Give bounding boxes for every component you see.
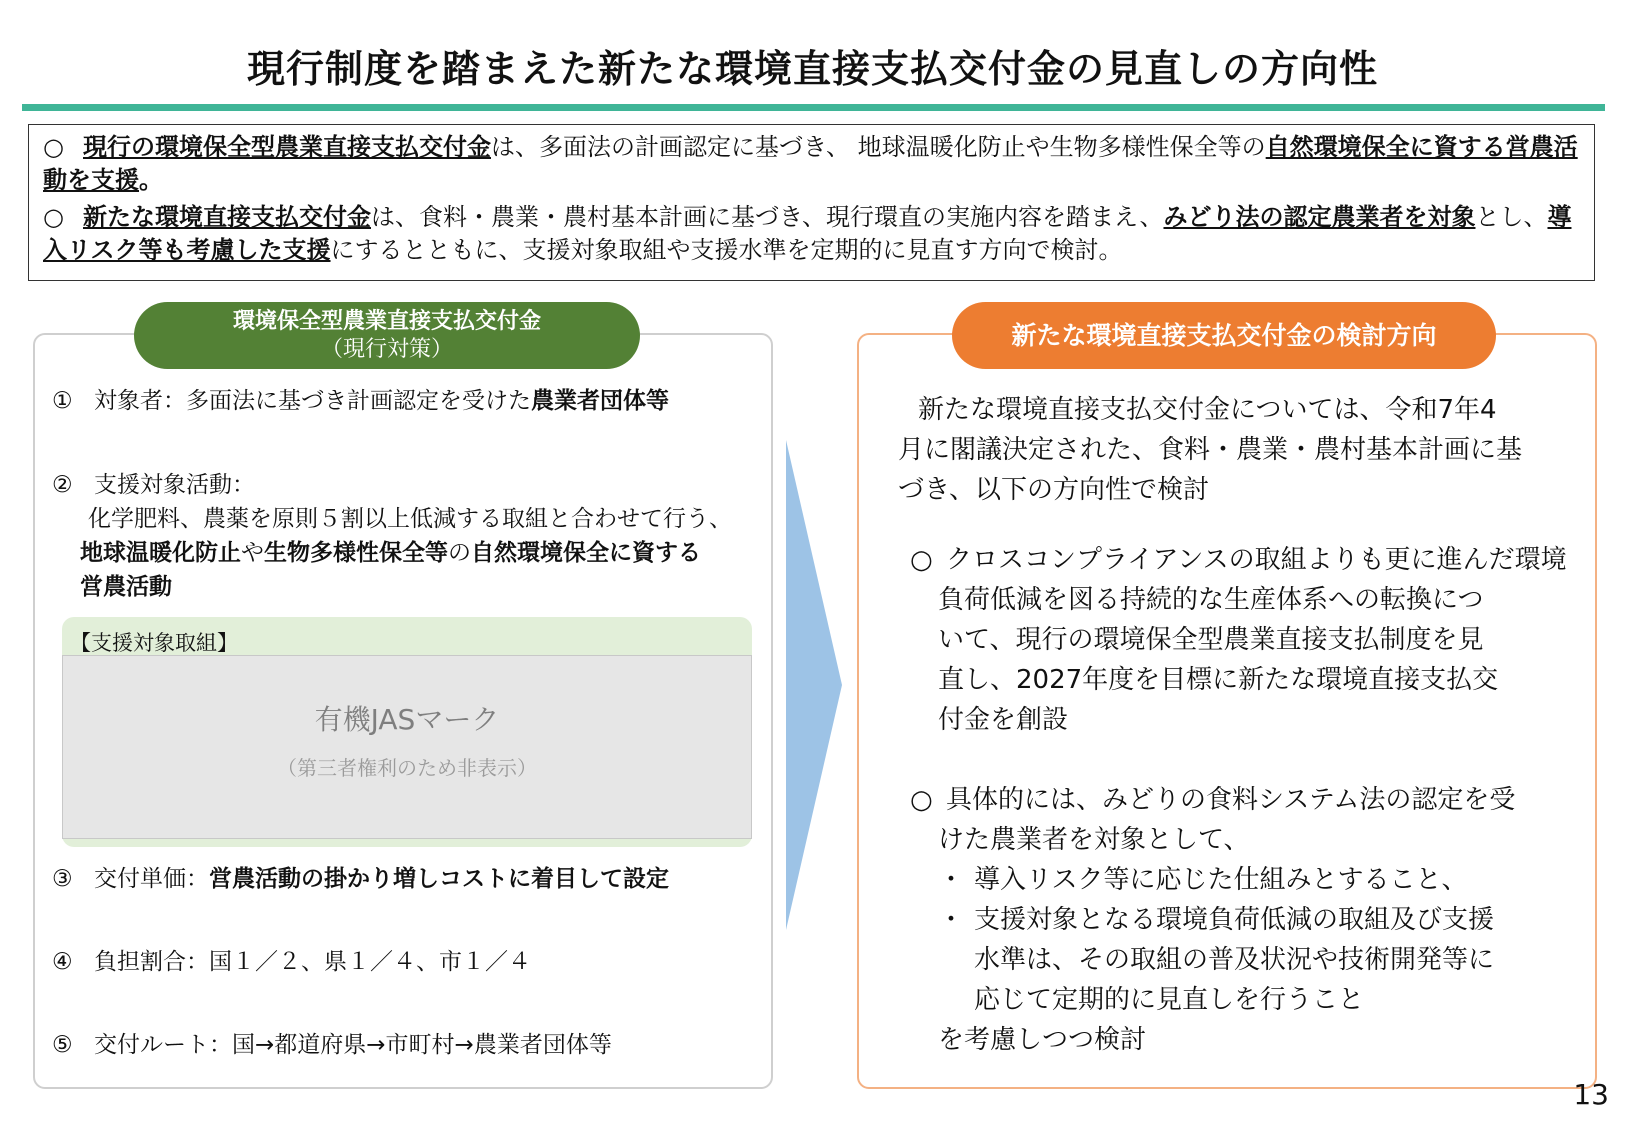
item-emphasis: 営農活動の掛かり増しコストに着目して設定 [209,866,669,892]
point2-sub-2-line-3: 応じて定期的に見直しを行うこと [974,985,1365,1015]
point2-line-1: 具体的には、みどりの食料システム法の認定を受 [946,785,1516,815]
activity-emphasis-2: 生物多様性保全等 [264,540,448,566]
item-number: ② [52,472,73,498]
summary-p1-emphasis-1: 現行の環境保全型農業直接支払交付金 [83,133,491,161]
summary-p1-emphasis-2: 自然環境保全に資する営農活動を支援 [43,133,1578,194]
point1-line-1: クロスコンプライアンスの取組よりも更に進んだ環境 [946,545,1567,575]
support-target-label: 【支援対象取組】 [70,631,238,655]
summary-bullet: ○ [43,133,64,161]
activity-emphasis-3: 自然環境保全に資する [471,540,701,566]
current-item-route [52,1028,612,1062]
point1-line-4: 直し、2027年度を目標に新たな環境直接支払交 [938,665,1499,695]
page-title: 現行制度を踏まえた新たな環境直接支払交付金の見直しの方向性 [246,47,1378,91]
current-item-cost-share [52,945,531,979]
activity-line-2 [52,536,752,570]
item-number: ① [52,388,73,414]
item-label: 対象者：多面法に基づき計画認定を受けた [94,388,531,414]
item-label: 交付ルート：国→都道府県→市町村→農業者団体等 [94,1032,612,1058]
activity-emphasis-1: 地球温暖化防止 [80,540,241,566]
page-number: 13 [1573,1078,1609,1111]
summary-p2-text-2: とし、 [1475,203,1548,231]
summary-p1-text-2: 。 [139,166,163,194]
summary-p1-text-1: は、多面法の計画認定に基づき、 地球温暖化防止や生物多様性保全等の [491,133,1266,161]
point-bullet: ○ [910,785,933,815]
point2-sub-2-line-1: 支援対象となる環境負荷低減の取組及び支援 [974,905,1495,935]
point1-line-2: 負荷低減を図る持続的な生産体系への転換につ [938,585,1484,615]
new-policy-point-1 [910,540,1567,740]
point-bullet: ○ [910,545,933,575]
intro-line-3: づき、以下の方向性で検討 [898,475,1209,505]
point2-closing: を考慮しつつ検討 [938,1025,1147,1055]
point2-sub-2-line-2: 水準は、その取組の普及状況や技術開発等に [974,945,1495,975]
current-policy-header [134,302,640,369]
point1-line-3: いて、現行の環境保全型農業直接支払制度を見 [938,625,1484,655]
mark-note: （第三者権利のため非表示） [277,756,537,780]
summary-box [28,124,1595,281]
item-number: ④ [52,949,73,975]
summary-p2-emphasis-3: 導入リスク等も考慮した支援 [43,203,1572,264]
new-policy-point-2 [910,780,1515,1060]
summary-p2-text-3: にするとともに、支援対象取組や支援水準を定期的に見直す方向で検討。 [330,236,1123,264]
new-policy-intro [898,390,1522,510]
intro-line-2: 月に閣議決定された、食料・農業・農村基本計画に基 [898,435,1523,465]
item-label: 支援対象活動： [94,472,255,498]
summary-bullet: ○ [43,203,64,231]
current-item-activity [52,468,752,604]
point2-line-2: けた農業者を対象として、 [938,825,1250,855]
mark-title: 有機JASマーク [314,703,500,736]
organic-jas-mark-placeholder [62,655,752,839]
item-label: 負担割合：国１／２、県１／４、市１／４ [94,949,531,975]
summary-p2-emphasis-2: みどり法の認定農業者を対象 [1163,203,1476,231]
item-emphasis: 農業者団体等 [531,388,669,414]
activity-line-1: 化学肥料、農薬を原則５割以上低減する取組と合わせて行う、 [88,506,732,532]
item-number: ③ [52,866,73,892]
activity-line-3: 営農活動 [80,574,172,600]
summary-paragraph-2 [43,201,1580,267]
current-item-target [52,384,669,418]
summary-p2-emphasis-1: 新たな環境直接支払交付金 [83,203,371,231]
current-policy-subtitle: （現行対策） [320,337,453,362]
point2-sub-1: 導入リスク等に応じた仕組みとすること、 [974,865,1468,895]
support-target-section [62,617,752,847]
current-policy-title: 環境保全型農業直接支払交付金 [232,309,541,334]
item-label: 交付単価： [94,866,209,892]
sub-bullet: ・ [938,905,965,935]
item-number: ⑤ [52,1032,73,1058]
summary-p2-text-1: は、食料・農業・農村基本計画に基づき、現行環直の実施内容を踏まえ、 [371,203,1164,231]
point1-line-5: 付金を創設 [938,705,1069,735]
intro-line-1: 新たな環境直接支払交付金については、令和7年4 [918,395,1497,425]
activity-text-1: や [241,540,264,566]
new-policy-header: 新たな環境直接支払交付金の検討方向 [952,302,1496,369]
title-divider [22,104,1605,111]
activity-text-2: の [448,540,471,566]
right-arrow-icon [784,440,844,930]
current-item-unit-price [52,862,669,896]
summary-paragraph-1 [43,131,1580,197]
sub-bullet: ・ [938,865,965,895]
